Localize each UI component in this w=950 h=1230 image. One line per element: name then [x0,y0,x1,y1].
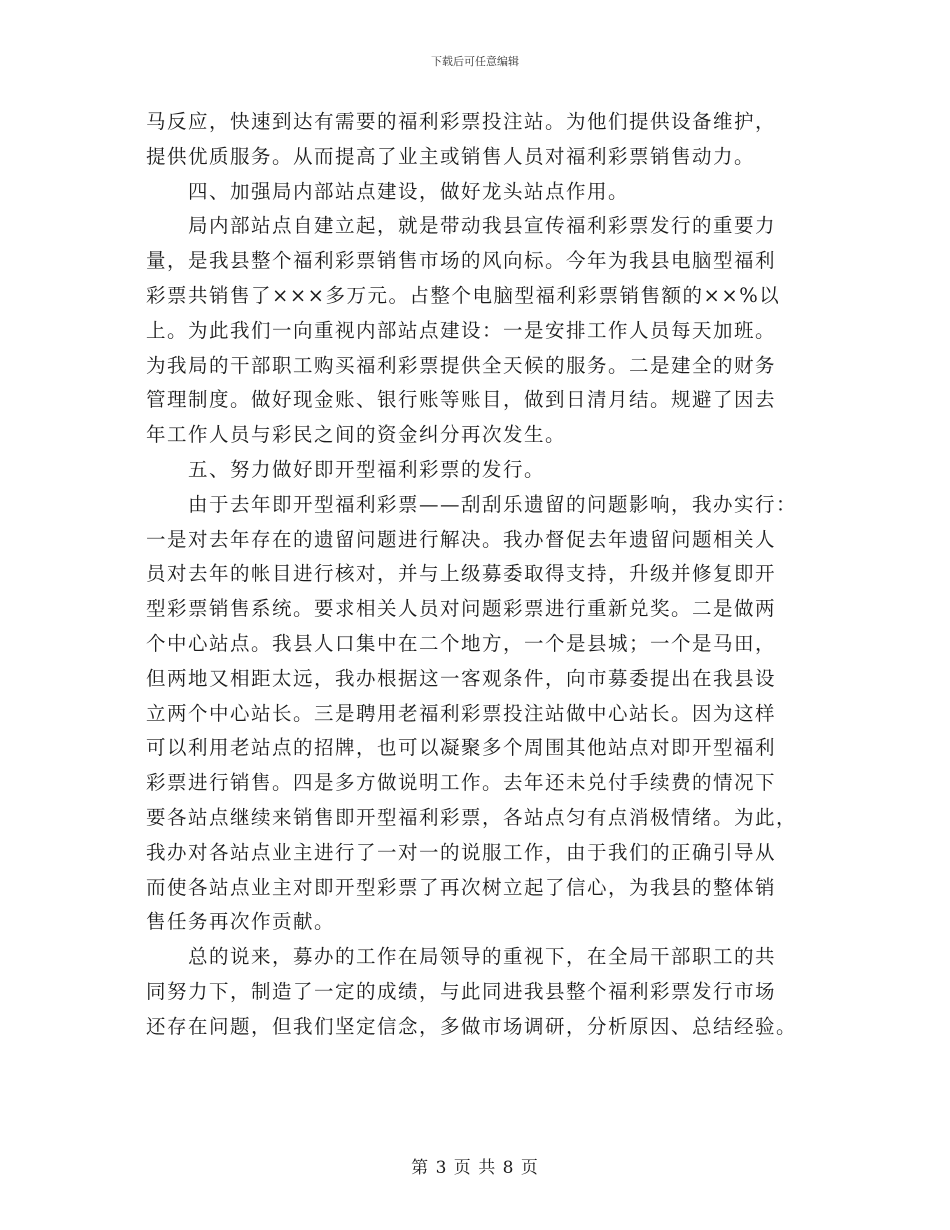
text-line: 要各站点继续来销售即开型福利彩票，各站点匀有点消极情绪。为此， [146,805,798,829]
text-line: 我办对各站点业主进行了一对一的说服工作，由于我们的正确引导从 [146,840,777,864]
header-note: 下载后可任意编辑 [431,55,519,68]
text-line: 而使各站点业主对即开型彩票了再次树立起了信心，为我县的整体销 [146,875,777,899]
document-body [146,105,806,1045]
text-line: 为我局的干部职工购买福利彩票提供全天候的服务。二是建全的财务 [146,353,777,377]
text-line: 还存在问题，但我们坚定信念，多做市场调研，分析原因、总结经验。 [146,1014,798,1038]
text-line: 个中心站点。我县人口集中在二个地方，一个是县城；一个是马田， [146,631,777,655]
text-line: 四、加强局内部站点建设，做好龙头站点作用。 [188,179,630,203]
text-line: 型彩票销售系统。要求相关人员对问题彩票进行重新兑奖。二是做两 [146,597,777,621]
text-line: 售任务再次作贡献。 [146,910,336,934]
text-line: 同努力下，制造了一定的成绩，与此同进我县整个福利彩票发行市场 [146,979,777,1003]
text-line: 上。为此我们一向重视内部站点建设：一是安排工作人员每天加班。 [146,318,777,342]
text-line: 管理制度。做好现金账、银行账等账目，做到日清月结。规避了因去 [146,388,777,412]
text-line: 由于去年即开型福利彩票——刮刮乐遗留的问题影响，我办实行： [188,492,798,516]
text-line: 员对去年的帐目进行核对，并与上级募委取得支持，升级并修复即开 [146,562,777,586]
text-line: 一是对去年存在的遗留问题进行解决。我办督促去年遗留问题相关人 [146,527,777,551]
text-line: 但两地又相距太远，我办根据这一客观条件，向市募委提出在我县设 [146,666,777,690]
text-line: 局内部站点自建立起，就是带动我县宣传福利彩票发行的重要力 [188,214,777,238]
page-number: 第 3 页 共 8 页 [411,1158,539,1178]
text-line: 可以利用老站点的招牌，也可以凝聚多个周围其他站点对即开型福利 [146,736,777,760]
text-line: 总的说来，募办的工作在局领导的重视下，在全局干部职工的共 [188,945,777,969]
text-line: 立两个中心站长。三是聘用老福利彩票投注站做中心站长。因为这样 [146,701,777,725]
text-line: 年工作人员与彩民之间的资金纠分再次发生。 [146,423,567,447]
text-line: 马反应，快速到达有需要的福利彩票投注站。为他们提供设备维护， [146,110,777,133]
text-line: 五、努力做好即开型福利彩票的发行。 [188,457,546,481]
text-line: 量，是我县整个福利彩票销售市场的风向标。今年为我县电脑型福利 [146,249,777,273]
text-line: 彩票进行销售。四是多方做说明工作。去年还未兑付手续费的情况下 [146,771,777,795]
text-line: 彩票共销售了×××多万元。占整个电脑型福利彩票销售额的××%以 [146,283,781,307]
text-line: 提供优质服务。从而提高了业主或销售人员对福利彩票销售动力。 [146,144,756,168]
